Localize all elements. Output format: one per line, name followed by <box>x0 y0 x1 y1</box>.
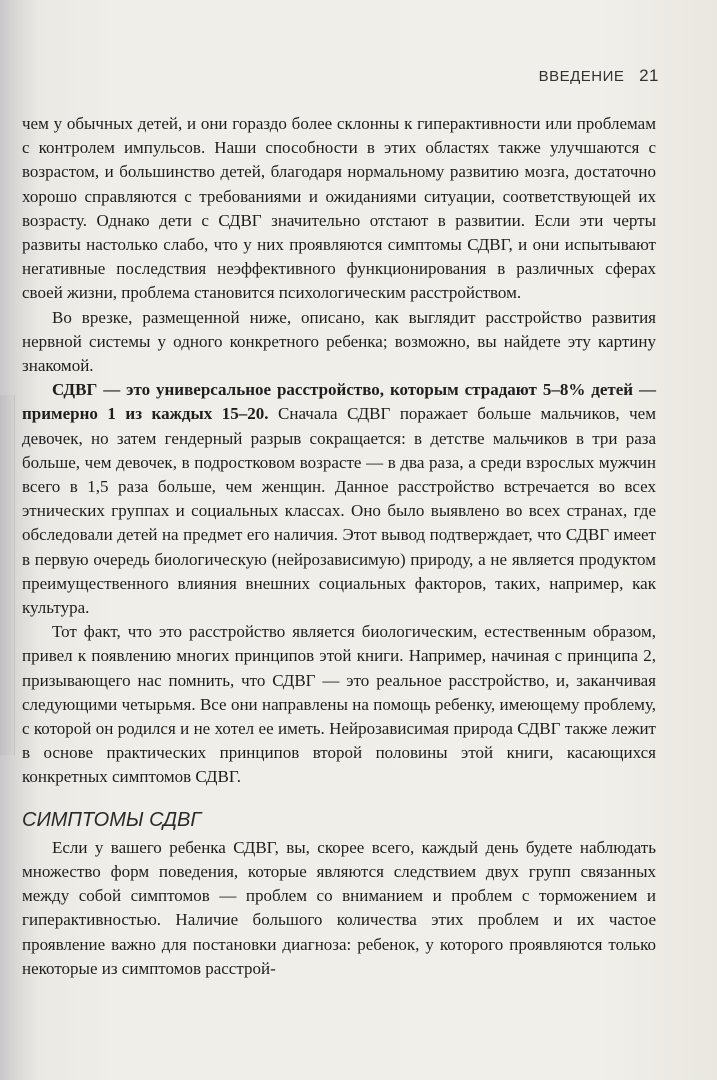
page-edge-shadow <box>0 395 15 755</box>
paragraph-3-bold-lead: СДВГ — это универсальное расстройство, которым страдают 5–8% детей — примерно 1 из каждых 15–20. <box>22 380 656 424</box>
page-body <box>22 112 656 981</box>
running-header <box>539 66 659 86</box>
paragraph-3 <box>22 378 656 620</box>
paragraph-4: Тот факт, что это расстройство является биологическим, естественным образом, привел к появлению многих принципов этой книги. Например, начиная с принципа 2, призывающего нас помнить, что СДВГ — это реальное расстройство, и, заканчивая следующими четырьмя. Все они направлены на помощь ребенку, имеющему проблему, с которой он родился и не хотел ее иметь. Нейрозависимая природа СДВГ также лежит в основе практических принципов второй половины этой книги, касающихся конкретных симптомов СДВГ. <box>22 622 656 787</box>
paragraph-1: чем у обычных детей, и они гораздо более склонны к гиперактивности или проблемам с контролем импульсов. Наши способности в этих областях также улучшаются с возрастом, и большинство детей, благодаря нормальному развитию мозга, достаточно хорошо справляются с требованиями и ожиданиями ситуации, соответствующей их возрасту. Однако дети с СДВГ значительно отстают в развитии. Если эти черты развиты настолько слабо, что у них проявляются симптомы СДВГ, и они испытывают негативные последствия неэффективного функционирования в различных сферах своей жизни, проблема становится психологическим расстройством. <box>22 114 656 303</box>
paragraph-5: Если у вашего ребенка СДВГ, вы, скорее всего, каждый день будете наблюдать множество форм поведения, которые являются следствием двух групп связанных между собой симптомов — проблем со вниманием и проблем с торможением и гиперактивностью. Наличие большого количества этих проблем и их частое проявление важно для постановки диагноза: ребенок, у которого проявляются только некоторые из симптомов расстрой- <box>22 837 656 978</box>
page-number: 21 <box>639 66 659 85</box>
header-section-title: ВВЕДЕНИЕ <box>538 68 625 85</box>
paragraph-2: Во врезке, размещенной ниже, описано, как выглядит расстройство развития нервной системы у одного конкретного ребенка; возможно, вы найдете эту картину знакомой. <box>22 307 656 376</box>
paragraph-3-text: Сначала СДВГ поражает больше мальчиков, чем девочек, но затем гендерный разрыв сокращается: в детстве мальчиков в три раза больше, чем девочек, в подростковом возрасте — в два раза, а среди взрослых мужчин всего в 1,5 раза больше, чем женщин. Данное расстройство встречается во всех этнических группах и социальных классах. Оно было выявлено во всех странах, где обследовали детей на предмет его наличия. Этот вывод подтверждает, что СДВГ имеет в первую очередь биологическую (нейрозависимую) природу, а не является продуктом преимущественного влияния внешних социальных факторов, таких, например, как культура. <box>22 404 656 618</box>
section-heading: СИМПТОМЫ СДВГ <box>22 808 202 831</box>
